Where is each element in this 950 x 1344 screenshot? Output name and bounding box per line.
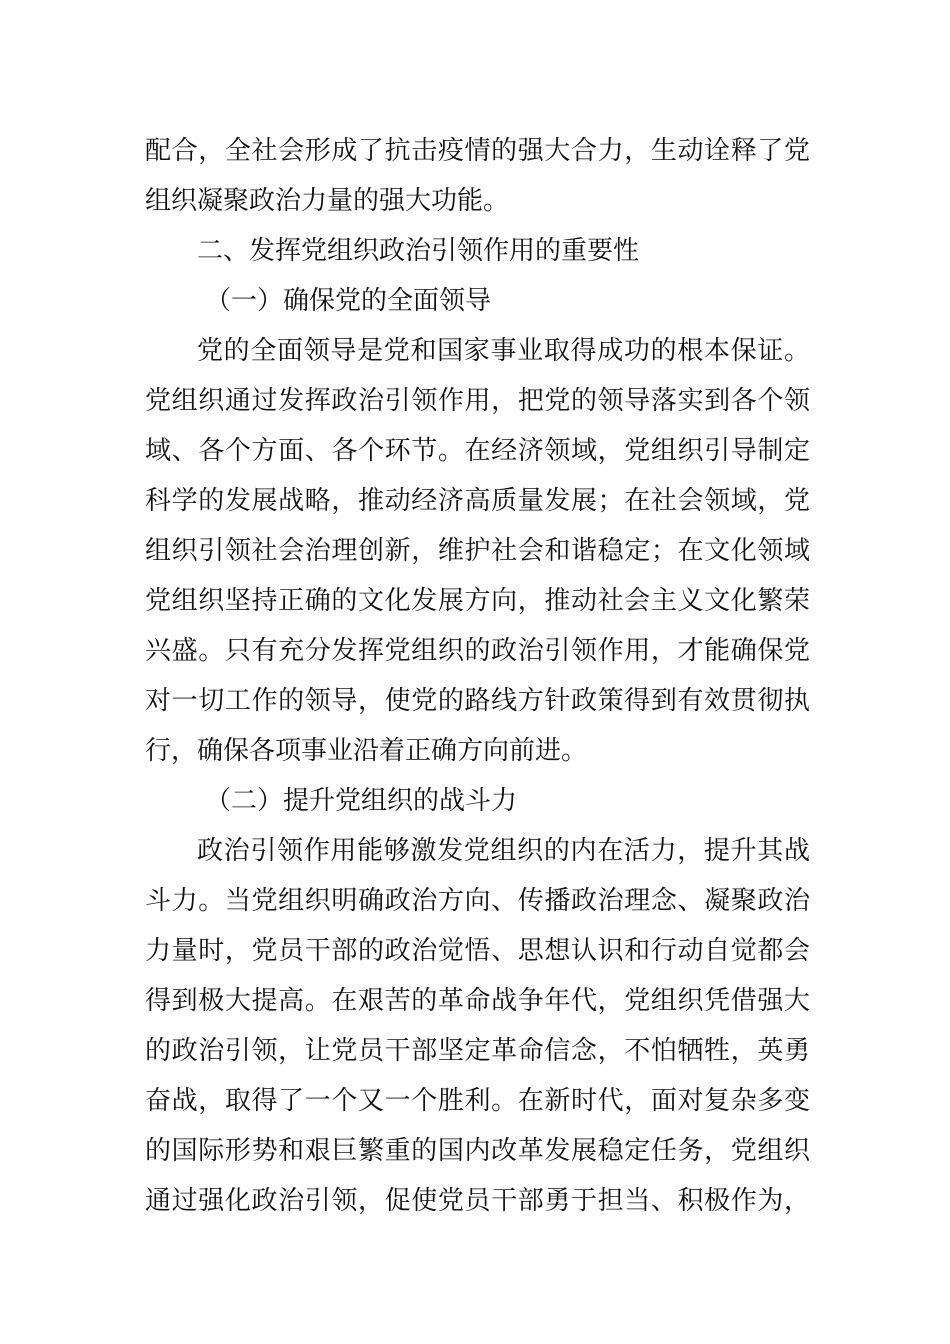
paragraph-combat	[145, 826, 810, 1226]
text-line: 对一切工作的领导，使党的路线方针政策得到有效贯彻执	[145, 686, 810, 716]
text-line: 通过强化政治引领，促使党员干部勇于担当、积极作为，	[145, 1186, 810, 1216]
text-line: 组织凝聚政治力量的强大功能。	[145, 186, 510, 216]
text-line: 域、各个方面、各个环节。在经济领域，党组织引导制定	[145, 436, 810, 466]
document-body	[145, 126, 810, 1226]
text-line: 行，确保各项事业沿着正确方向前进。	[145, 736, 588, 766]
paragraph-leadership	[145, 326, 810, 776]
text-line: 党组织坚持正确的文化发展方向，推动社会主义文化繁荣	[145, 586, 810, 616]
subsection-heading-1: （一）确保党的全面领导	[205, 286, 492, 316]
subsection-heading-2: （二）提升党组织的战斗力	[205, 786, 518, 816]
text-line: 科学的发展战略，推动经济高质量发展；在社会领域，党	[145, 486, 810, 516]
text-line: 组织引领社会治理创新，维护社会和谐稳定；在文化领域	[145, 536, 810, 566]
text-line: 的国际形势和艰巨繁重的国内改革发展稳定任务，党组织	[145, 1136, 810, 1166]
text-line: 党组织通过发挥政治引领作用，把党的领导落实到各个领	[145, 386, 810, 416]
paragraph-continued	[145, 126, 810, 226]
text-line: 斗力。当党组织明确政治方向、传播政治理念、凝聚政治	[145, 886, 810, 916]
text-line: 力量时，党员干部的政治觉悟、思想认识和行动自觉都会	[145, 936, 810, 966]
text-line: 兴盛。只有充分发挥党组织的政治引领作用，才能确保党	[145, 636, 810, 666]
text-line: 党的全面领导是党和国家事业取得成功的根本保证。	[197, 336, 810, 366]
section-heading: 二、发挥党组织政治引领作用的重要性	[197, 236, 640, 266]
text-line: 得到极大提高。在艰苦的革命战争年代，党组织凭借强大	[145, 986, 810, 1016]
text-line: 政治引领作用能够激发党组织的内在活力，提升其战	[197, 836, 810, 866]
text-line: 的政治引领，让党员干部坚定革命信念，不怕牺牲，英勇	[145, 1036, 810, 1066]
text-line: 奋战，取得了一个又一个胜利。在新时代，面对复杂多变	[145, 1086, 810, 1116]
text-line: 配合，全社会形成了抗击疫情的强大合力，生动诠释了党	[145, 136, 810, 166]
